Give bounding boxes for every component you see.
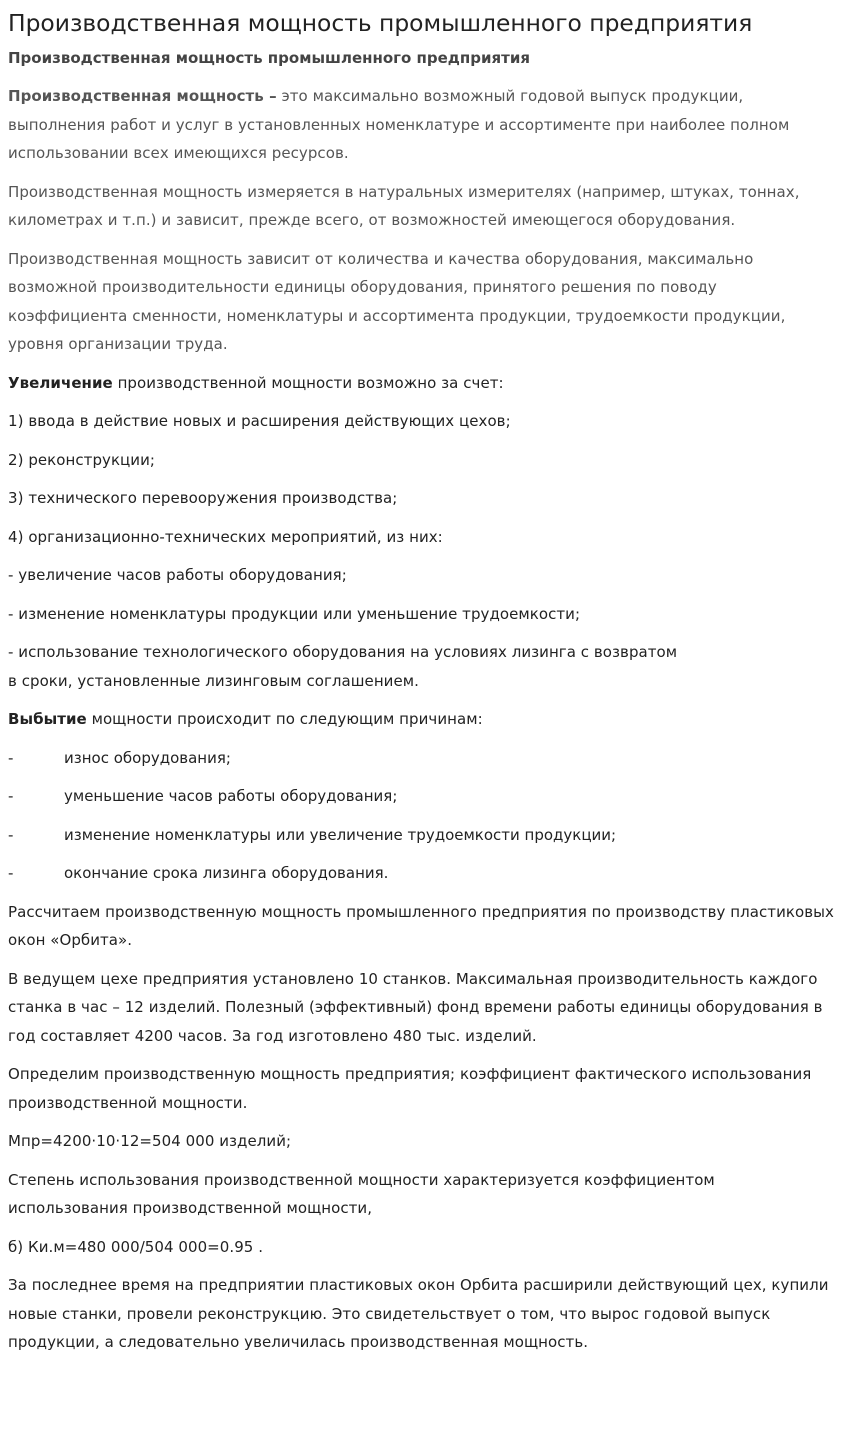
decrease-item-text: износ оборудования; bbox=[64, 748, 231, 767]
leasing-line-1: - использование технологического оборудования на условиях лизинга с возвратом bbox=[8, 643, 678, 661]
increase-item: 1) ввода в действие новых и расширения действующих цехов; bbox=[8, 412, 511, 430]
increase-term: Увеличение bbox=[8, 373, 113, 392]
increase-text: производственной мощности возможно за счет: bbox=[112, 373, 504, 392]
definition-text: это максимально возможный годовой выпуск продукции, выполнения работ и услуг в установленных номенклатуре и ассортименте при наиболее полном использовании всех имеющихся ресурсов. bbox=[8, 87, 790, 162]
leasing-line-2: в сроки, установленные лизинговым соглашением. bbox=[8, 671, 419, 690]
decrease-item bbox=[8, 821, 839, 850]
increase-heading bbox=[8, 369, 839, 398]
decrease-item bbox=[8, 859, 839, 888]
dash-marker: - bbox=[8, 825, 14, 844]
dash-marker: - bbox=[8, 787, 14, 805]
increase-item-leasing bbox=[8, 638, 839, 695]
capacity-formula: Мпр=4200·10·12=504 000 изделий; bbox=[8, 1132, 292, 1150]
dash-marker: - bbox=[8, 864, 14, 882]
increase-item: 3) технического перевооружения производства; bbox=[8, 489, 398, 507]
decrease-item-text: изменение номенклатуры или увеличение трудоемкости продукции; bbox=[64, 825, 617, 844]
decrease-heading bbox=[8, 705, 839, 734]
calculation-task: Определим производственную мощность предприятия; коэффициент фактического использования производственной мощности. bbox=[8, 1065, 812, 1112]
coefficient-text: Степень использования производственной мощности характеризуется коэффициентом использования производственной мощности, bbox=[8, 1170, 715, 1217]
article-subtitle: Производственная мощность промышленного предприятия bbox=[8, 49, 530, 67]
definition-paragraph bbox=[8, 82, 839, 168]
measurement-paragraph: Производственная мощность измеряется в натуральных измерителях (например, штуках, тоннах, километрах и т.п.) и зависит, прежде всего, от возможностей имеющегося оборудования. bbox=[8, 182, 800, 229]
conclusion-paragraph: За последнее время на предприятии пластиковых окон Орбита расширили действующий цех, купили новые станки, провели реконструкцию. Это свидетельствует о том, что вырос годовой выпуск продукции, а следовательно увеличилась производственная мощность. bbox=[8, 1276, 829, 1351]
increase-item: - изменение номенклатуры продукции или уменьшение трудоемкости; bbox=[8, 604, 581, 623]
dash-marker: - bbox=[8, 748, 14, 767]
calculation-conditions: В ведущем цехе предприятия установлено 10 станков. Максимальная производительность каждого станка в час – 12 изделий. Полезный (эффективный) фонд времени работы единицы оборудования в год составляет 4200 часов. За год изготовлено 480 тыс. изделий. bbox=[8, 969, 823, 1045]
decrease-item bbox=[8, 744, 839, 773]
calculation-intro: Рассчитаем производственную мощность промышленного предприятия по производству пластиковых окон «Орбита». bbox=[8, 902, 834, 949]
decrease-item-text: окончание срока лизинга оборудования. bbox=[64, 864, 389, 882]
coefficient-formula: б) Ки.м=480 000/504 000=0.95 . bbox=[8, 1237, 264, 1256]
decrease-text: мощности происходит по следующим причинам: bbox=[86, 710, 483, 728]
increase-item: 4) организационно-технических мероприятий, из них: bbox=[8, 527, 443, 546]
page-title: Производственная мощность промышленного предприятия bbox=[8, 9, 753, 37]
decrease-term: Выбытие bbox=[8, 710, 87, 728]
factors-paragraph: Производственная мощность зависит от количества и качества оборудования, максимально возможной производительности единицы оборудования, принятого решения по поводу коэффициента сменности, номенклатуры и ассортимента продукции, трудоемкости продукции, уровня организации труда. bbox=[8, 249, 786, 353]
decrease-item bbox=[8, 782, 839, 811]
increase-item: - увеличение часов работы оборудования; bbox=[8, 566, 347, 584]
decrease-item-text: уменьшение часов работы оборудования; bbox=[64, 787, 398, 805]
definition-term: Производственная мощность – bbox=[8, 87, 277, 105]
increase-item: 2) реконструкции; bbox=[8, 450, 156, 469]
